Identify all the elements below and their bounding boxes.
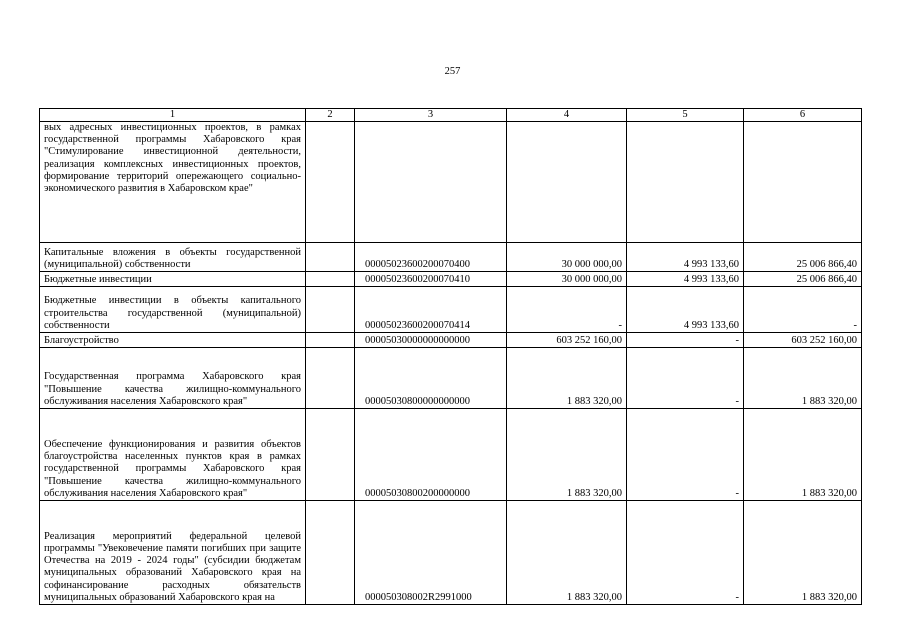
row-total: 1 883 320,00 xyxy=(744,501,862,605)
table-row xyxy=(40,272,862,287)
row-description: вых адресных инвестиционных проектов, в рамках государственной программы Хабаровского края "Стимулирование инвестиционной деятельности, реализация комплексных инвестиционных проектов, формирование территорий опережающего социально-экономического развития в Хабаровском крае" xyxy=(40,122,306,243)
row-description: Реализация мероприятий федеральной целевой программы "Увековечение памяти погибших при защите Отечества на 2019 - 2024 годы" (субсидии бюджетам муниципальных образований Хабаровского края на софинансирование расходных обязательств муниципальных образований Хабаровского края на xyxy=(40,501,306,605)
row-amount: - xyxy=(507,287,627,333)
row-amount: 1 883 320,00 xyxy=(507,501,627,605)
table-row xyxy=(40,409,862,501)
row-change: - xyxy=(627,348,744,409)
row-code: 00005030000000000000 xyxy=(355,333,507,348)
row-total: - xyxy=(744,287,862,333)
column-header: 1 xyxy=(40,109,306,122)
row-code: 00005023600200070400 xyxy=(355,243,507,272)
row-col2 xyxy=(306,287,355,333)
row-col2 xyxy=(306,409,355,501)
page-number: 257 xyxy=(444,66,461,77)
row-amount: 30 000 000,00 xyxy=(507,243,627,272)
table-row xyxy=(40,333,862,348)
row-amount: 30 000 000,00 xyxy=(507,272,627,287)
row-amount: 1 883 320,00 xyxy=(507,409,627,501)
row-col2 xyxy=(306,348,355,409)
row-code: 00005030800200000000 xyxy=(355,409,507,501)
row-total: 1 883 320,00 xyxy=(744,409,862,501)
row-total xyxy=(744,122,862,243)
row-col2 xyxy=(306,122,355,243)
column-header: 6 xyxy=(744,109,862,122)
column-header: 2 xyxy=(306,109,355,122)
row-description: Капитальные вложения в объекты государственной (муниципальной) собственности xyxy=(40,243,306,272)
row-change xyxy=(627,122,744,243)
row-description: Обеспечение функционирования и развития объектов благоустройства населенных пунктов края в рамках государственной программы Хабаровского края "Повышение качества жилищно-коммунального обслуживания населения Хабаровского края" xyxy=(40,409,306,501)
row-total: 603 252 160,00 xyxy=(744,333,862,348)
row-code: 00005030800000000000 xyxy=(355,348,507,409)
table-row xyxy=(40,287,862,333)
column-header: 4 xyxy=(507,109,627,122)
row-change: 4 993 133,60 xyxy=(627,272,744,287)
row-amount: 603 252 160,00 xyxy=(507,333,627,348)
row-total: 25 006 866,40 xyxy=(744,272,862,287)
column-header: 5 xyxy=(627,109,744,122)
row-total: 1 883 320,00 xyxy=(744,348,862,409)
table-row xyxy=(40,501,862,605)
row-amount: 1 883 320,00 xyxy=(507,348,627,409)
row-total: 25 006 866,40 xyxy=(744,243,862,272)
budget-table xyxy=(39,108,862,605)
row-col2 xyxy=(306,333,355,348)
row-description: Государственная программа Хабаровского края "Повышение качества жилищно-коммунального обслуживания населения Хабаровского края" xyxy=(40,348,306,409)
row-change: - xyxy=(627,333,744,348)
table-row xyxy=(40,122,862,243)
row-description: Бюджетные инвестиции xyxy=(40,272,306,287)
row-col2 xyxy=(306,272,355,287)
row-change: 4 993 133,60 xyxy=(627,287,744,333)
column-header: 3 xyxy=(355,109,507,122)
row-code: 00005023600200070410 xyxy=(355,272,507,287)
row-code: 000050308002R2991000 xyxy=(355,501,507,605)
table-row xyxy=(40,243,862,272)
table-row xyxy=(40,348,862,409)
row-code: 00005023600200070414 xyxy=(355,287,507,333)
table-header-row xyxy=(40,109,862,122)
row-amount xyxy=(507,122,627,243)
row-description: Благоустройство xyxy=(40,333,306,348)
row-col2 xyxy=(306,501,355,605)
row-code xyxy=(355,122,507,243)
row-col2 xyxy=(306,243,355,272)
row-change: - xyxy=(627,501,744,605)
row-change: - xyxy=(627,409,744,501)
row-description: Бюджетные инвестиции в объекты капитального строительства государственной (муниципальной) собственности xyxy=(40,287,306,333)
row-change: 4 993 133,60 xyxy=(627,243,744,272)
